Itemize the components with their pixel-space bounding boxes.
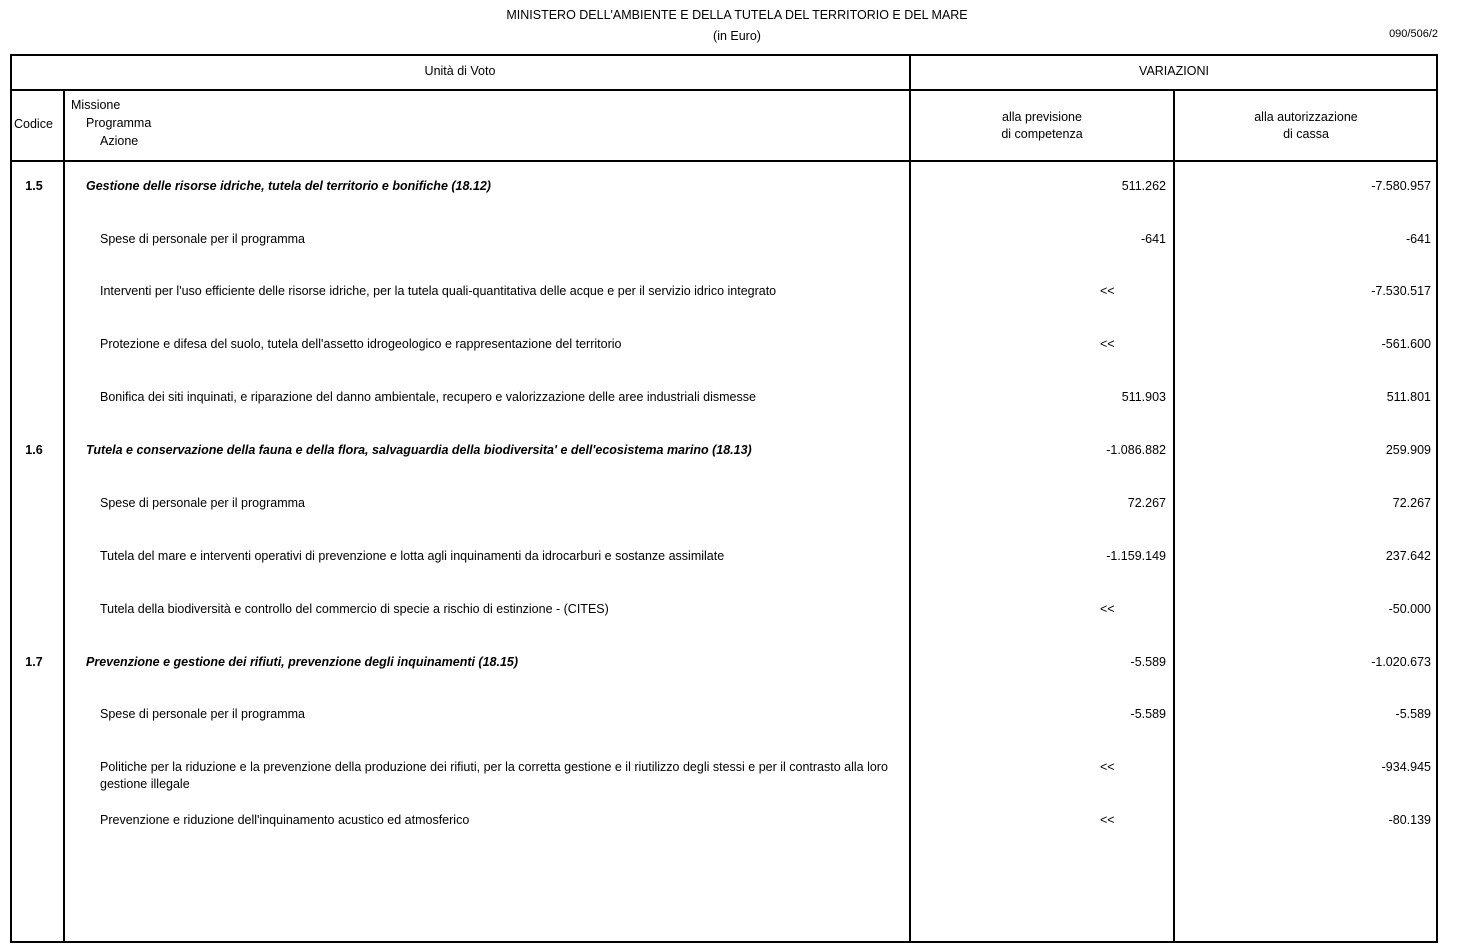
competenza-value: << (1100, 337, 1115, 351)
competenza-value: << (1100, 760, 1115, 774)
competenza-header-line1: alla previsione (1002, 110, 1082, 124)
variazioni-header: VARIAZIONI (1139, 64, 1209, 78)
header-divider-bottom (10, 160, 1438, 162)
missione-header: Missione (71, 98, 121, 112)
row-code: 1.5 (25, 179, 43, 193)
azione-label: Spese di personale per il programma (100, 496, 305, 510)
header-divider-top (10, 89, 1438, 91)
cassa-value: -80.139 (1388, 813, 1431, 827)
azione-label: Politiche per la riduzione e la prevenzione della produzione dei rifiuti, per la corretta gestione e il riutilizzo degli stessi e per il contrasto alla loro gestione illegale (100, 760, 888, 791)
page-title: MINISTERO DELL'AMBIENTE E DELLA TUTELA DEL TERRITORIO E DEL MARE (506, 8, 968, 22)
cassa-value: -641 (1405, 232, 1431, 246)
competenza-value: -1.086.882 (1106, 443, 1166, 457)
missione-label: Gestione delle risorse idriche, tutela del territorio e bonifiche (18.12) (86, 179, 491, 193)
azione-label: Tutela del mare e interventi operativi di prevenzione e lotta agli inquinamenti da idrocarburi e sostanze assimilate (100, 549, 725, 563)
cassa-value: -934.945 (1381, 760, 1431, 774)
competenza-value: << (1100, 813, 1115, 827)
competenza-value: -1.159.149 (1106, 549, 1166, 563)
row-code: 1.6 (25, 443, 43, 457)
competenza-value: -5.589 (1130, 655, 1166, 669)
row-code: 1.7 (25, 655, 43, 669)
codice-column-divider (63, 89, 65, 943)
azione-label: Bonifica dei siti inquinati, e riparazione del danno ambientale, recupero e valorizzazione delle aree industriali dismesse (100, 390, 756, 404)
cassa-value: -5.589 (1395, 707, 1431, 721)
variazioni-column-divider (909, 54, 911, 943)
document-reference: 090/506/2 (1389, 28, 1438, 40)
azione-label: Tutela della biodiversità e controllo del commercio di specie a rischio di estinzione - (CITES) (100, 602, 609, 616)
cassa-value: -50.000 (1388, 602, 1431, 616)
unita-di-voto-header: Unità di Voto (424, 64, 496, 78)
cassa-header-line2: di cassa (1283, 127, 1329, 141)
azione-header: Azione (100, 134, 139, 148)
currency-note: (in Euro) (713, 29, 761, 43)
azione-label: Protezione e difesa del suolo, tutela dell'assetto idrogeologico e rappresentazione del territorio (100, 337, 622, 351)
competenza-value: -5.589 (1130, 707, 1166, 721)
cassa-value: -7.580.957 (1371, 179, 1431, 193)
competenza-header (911, 109, 1173, 143)
cassa-value: 72.267 (1392, 496, 1431, 510)
cassa-value: 237.642 (1385, 549, 1431, 563)
competenza-value: 511.262 (1121, 179, 1166, 193)
cassa-value: -561.600 (1381, 337, 1431, 351)
competenza-value: << (1100, 284, 1115, 298)
cassa-value: -7.530.517 (1371, 284, 1431, 298)
azione-label: Spese di personale per il programma (100, 232, 305, 246)
cassa-header (1175, 109, 1437, 143)
cassa-column-divider (1173, 89, 1175, 943)
competenza-value: 511.903 (1121, 390, 1166, 404)
missione-label: Prevenzione e gestione dei rifiuti, prevenzione degli inquinamenti (18.15) (86, 655, 519, 669)
azione-label: Prevenzione e riduzione dell'inquinamento acustico ed atmosferico (100, 813, 470, 827)
competenza-value: << (1100, 602, 1115, 616)
codice-header: Codice (14, 117, 53, 131)
cassa-value: 511.801 (1386, 390, 1431, 404)
competenza-value: 72.267 (1127, 496, 1166, 510)
programma-header: Programma (86, 116, 152, 130)
cassa-value: 259.909 (1385, 443, 1431, 457)
competenza-value: -641 (1140, 232, 1166, 246)
cassa-header-line1: alla autorizzazione (1254, 110, 1358, 124)
azione-label: Spese di personale per il programma (100, 707, 305, 721)
azione-label: Interventi per l'uso efficiente delle risorse idriche, per la tutela quali-quantitativa delle acque e per il servizio idrico integrato (100, 284, 777, 298)
missione-label: Tutela e conservazione della fauna e della flora, salvaguardia della biodiversita' e dell'ecosistema marino (18.13) (86, 443, 752, 457)
cassa-value: -1.020.673 (1371, 655, 1431, 669)
competenza-header-line2: di competenza (1001, 127, 1083, 141)
